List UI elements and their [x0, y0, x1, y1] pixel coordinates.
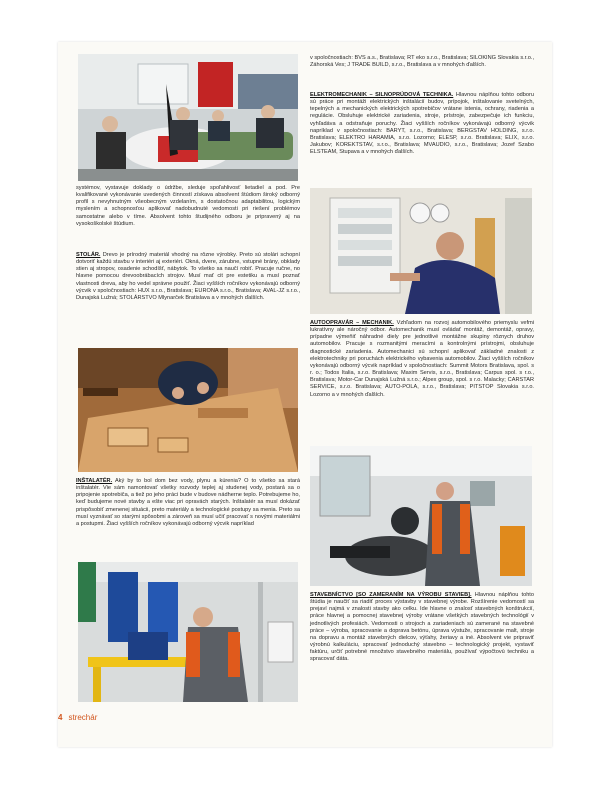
stolar-text: Drevo je prírodný materiál vhodný na rôzne výrobky. Preto sú stolári schopní dotvoriť každú stavbu v interiéri aj exteriéri. Okná, dvere, zárubne, vstupné brány, obklady stien aj stropov, osadenie schodíšť, nábytok. To všetko sa naučí robiť. Pracuje ručne, no hlavne pomocou drevoobrábacích strojov. Musí mať cit pre estetiku a musí poznať vlastnosti dreva, aby ho vedel správne použiť. Žiaci vyšších ročníkov vykonávajú odborný výcvik v spoločnostiach: HUX s.r.o., Bratislava; EURONA s.r.o., Bratislava; AVAL-JZ s.r.o., Dunajská Lužná; STOLÁRSTVO Mlynarček Bratislava a v mnohých ďalších. — [76, 252, 300, 301]
magazine-name: strechár — [68, 713, 98, 722]
stolar-section — [76, 252, 300, 302]
stolar-paragraph — [76, 252, 300, 302]
instalater-section — [76, 478, 300, 528]
elektro-text: Hlavnou náplňou tohto odboru sú práce pri montáži elektrických inštalácií budov, prípojok, inštalovanie svetelných, tepelných a mechanických elektrických spotrebičov vrátane istenia, ochrany, riadenia a regulácie. Obsluhuje elektrické zariadenia, stroje, prístroje, zabezpečuje ich funkciu, vyhľadáva a odstraňuje poruchy. Žiaci vyšších ročníkov vykonávajú odborný výcvik napríklad v spoločnostiach: BARYT, s.r.o., Bratislava; BERGSTAV HOLDING, s.r.o. Bratislava; ELEKTRO HARAMIA, s.r.o. Lozorno; ELESP, s.r.o. Bratislava; ELIX, s.r.o. Jakubov; KOREKTSTAV, s.r.o., Bratislava; MVAUDIO, s.r.o., Bratislava; Jozef Szabo ELSTEAM, Stupava a v mnohých ďalších. — [310, 92, 534, 156]
elektro-paragraph — [310, 92, 534, 156]
col2-paragraph: v spoločnostiach: BVS a.s., Bratislava; RT eko s.r.o., Bratislava; SILOKING Slovakia s.r.o., Záhorská Ves; J TRADE BUILD, s.r.o., Bratislava a v mnohých ďalších. — [310, 55, 534, 69]
photo-carpentry — [78, 348, 298, 472]
instalater-text: Aký by to bol dom bez vody, plynu a kúrenia? O to všetko sa stará inštalatér. Vie sám namontovať všetky rozvody teplej aj studenej vody, postará sa o pripojenie spotrebiča, a tiež po jeho práci bude v budove nádherne teplo. Potrebujeme ho, keď budujeme nové stavby a ešte viac pri opravách starých. Inštalatér sa musí dokázať prispôsobiť zmenenej situácii, preto materiály a technologické postupy sa menia. Preto sa musí vyznávať so starými spôsobmi a zároveň sa musí učiť pracovať s novými materiálmi a postupmi. Žiaci vyšších ročníkov vykonávajú odborný výcvik napríklad — [76, 478, 300, 527]
stavba-text: Hlavnou náplňou tohto štúdia je naučiť sa riadiť proces výstavby v stavebnej výrobe. Rozšírenie vedomostí sa prejaví najmä v znalosti stavby ako celku. Ide hlavne o znalosť stavebných konštrukcií, práce hlavnej a pomocnej stavebnej výroby vrátane všetkých stavebných technológií v jednotlivých profesiách. Vedomosti o strojoch a zariadeniach sú zamerané na stavebné práce – výroba, spracovanie a doprava betónu, úprava výstuže, spracovanie malt, stroje na dopravu a montáž stavebných dielcov, výťahy, žeriavy a iné. Absolvent vie pripraviť výrobnú kalkuláciu, spracovať jednoduchý stavebno – technologický projekt, vystaviť faktúru, určiť potrebné množstvo stavebného materiálu, používať výpočtovú techniku a spracovať dáta. — [310, 592, 534, 663]
auto-paragraph — [310, 320, 534, 399]
stolar-heading: STOLÁR. — [76, 252, 101, 258]
col1-text-top — [76, 185, 300, 228]
col1-paragraph: systémov, vystavuje doklady o údržbe, sleduje spoľahlivosť lietadiel a pod. Pre kvalifikované vykonávanie uvedených činností získava absolvent štúdiom široký odborný profil s nevyhnutným všeobecným vzdelaním, s dostatočnou adaptabilitou, logickým myslením a schopnosťou aplikovať nadobudnuté vedomosti pri riešení problémov samostatne alebo v tíme. Absolvent tohto študijného odboru je pripravený aj na vysokoškolské štúdium. — [76, 185, 300, 227]
auto-text: Vzhľadom na rozvoj automobilového priemyslu vefmi lukratívny ale náročný odbor. Automechanik musí ovládať montáž, demontáž, opravy, prípadne výmeňiť náhradné diely pre jednotlivé montážne skupiny rôznych druhov automobilov. Pracuje s rozmanitými meracími a kontrolnými prístrojmi, obsluhuje diagnostické zariadenia. Automechanici sú schopní aplikovať základné znalosti z elektrotechniky pri poruchách elektrického vybavenia automobilov. Žiaci vyšších ročníkov vykonávajú odborný výcvik napríklad v spoločnostiach: Summit Motors Bratislava, spol. s r. o.; Todos Italia, s.r.o. Bratislava; Maxim Servis, s.r.o., Bratislava; Carpus spol. s r.o., Bratislava; Motor-Car Dunajská Lužná s.r.o.; Alpex group, spol. s r.o. Malacky; CARSTAR SERVICE, s.r.o. Bratislava; AUTO-POLA, s.r.o., Bratislava; PITSTOP Slovakia s.r.o. Lozorno a v mnohých ďalších. — [310, 320, 534, 398]
instalater-paragraph — [76, 478, 300, 528]
elektro-section — [310, 92, 534, 156]
stavba-heading: STAVEBNÍCTVO [SO ZAMERANÍM NA VÝROBU STAVIEB]. — [310, 592, 472, 598]
photo-auto-mechanic — [310, 446, 532, 586]
photo-electrician — [310, 188, 532, 314]
instalater-heading: INŠTALATÉR. — [76, 478, 113, 484]
photo-aviation-workshop — [78, 54, 298, 181]
elektro-heading: ELEKTROMECHANIK – SILNOPRÚDOVÁ TECHNIKA. — [310, 92, 454, 98]
col2-text-top — [310, 55, 534, 69]
photo-plumbing-workshop — [78, 562, 298, 702]
auto-section — [310, 320, 534, 399]
stavba-paragraph — [310, 592, 534, 664]
page-footer — [58, 713, 97, 722]
magazine-page — [58, 42, 552, 747]
stavba-section — [310, 592, 534, 664]
auto-heading: AUTOOPRAVÁR – MECHANIK. — [310, 320, 394, 326]
page-number: 4 — [58, 713, 63, 722]
